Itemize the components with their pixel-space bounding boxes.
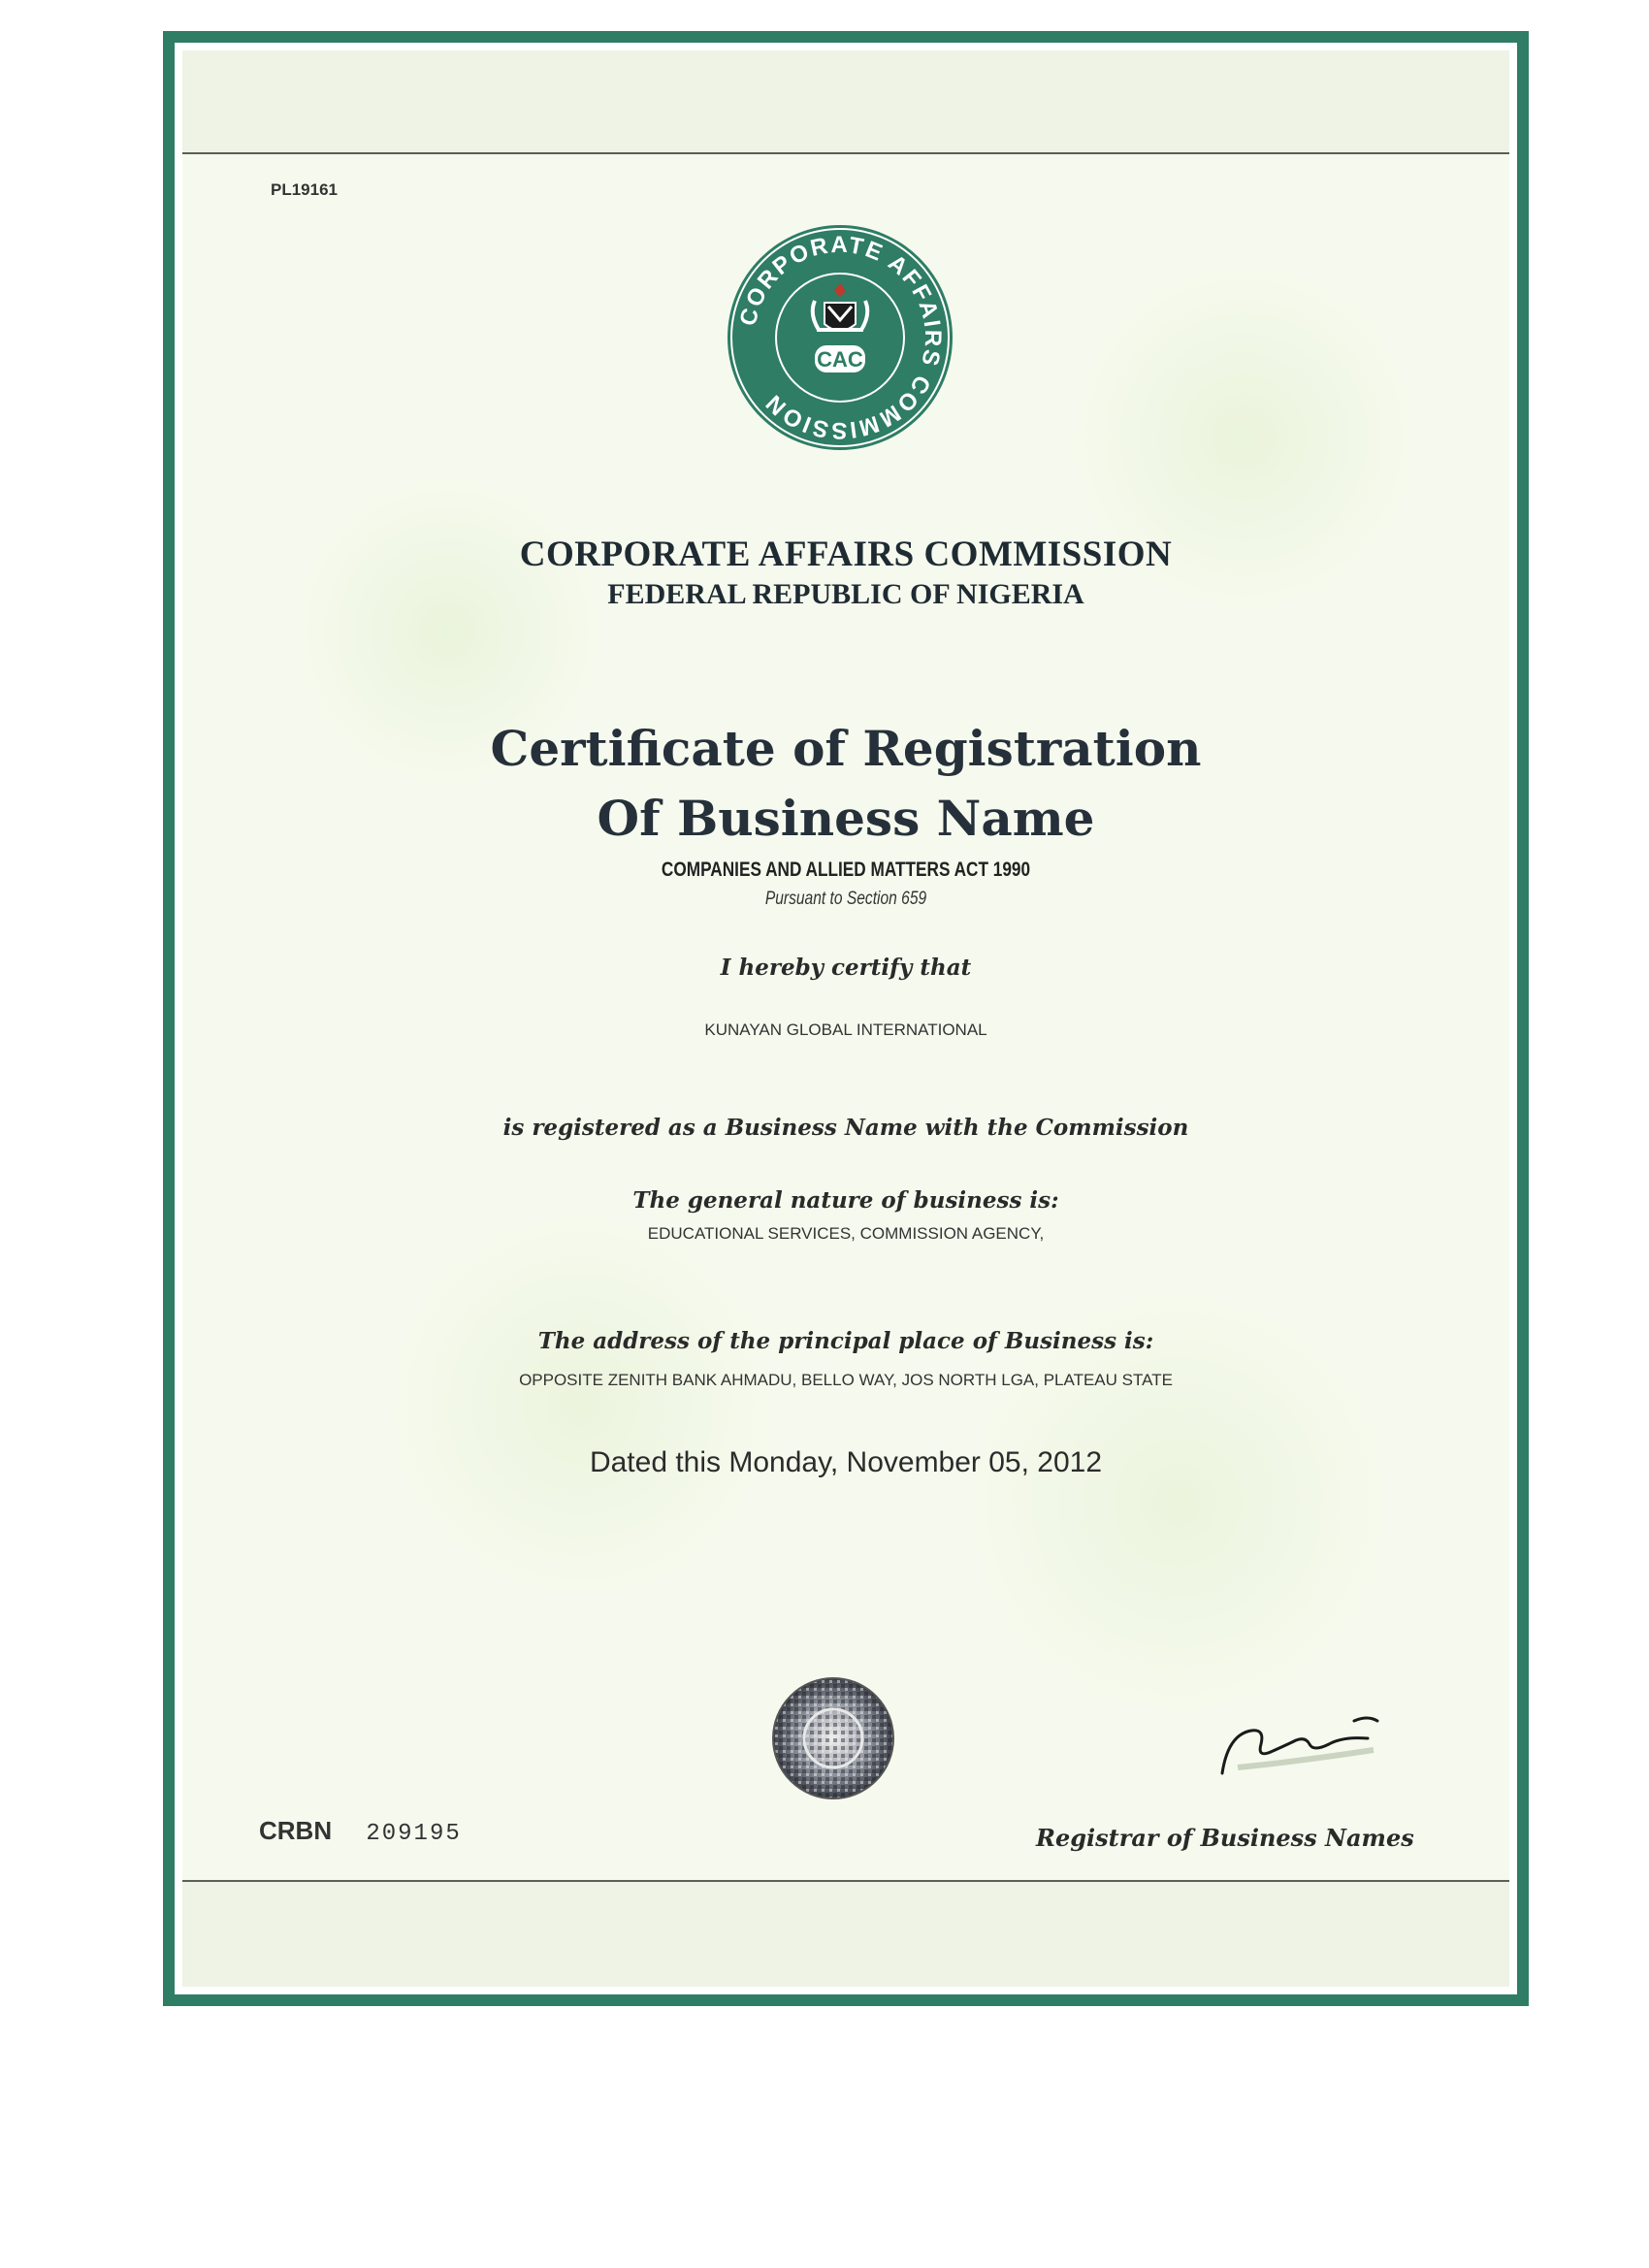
certificate-inner-border <box>175 43 1517 1994</box>
act-reference: COMPANIES AND ALLIED MATTERS ACT 1990 <box>661 859 1031 881</box>
certificate-paper <box>182 50 1509 1987</box>
certify-statement: I hereby certify that <box>720 955 972 981</box>
registrar-signature <box>1209 1709 1403 1787</box>
issuer-name: CORPORATE AFFAIRS COMMISSION <box>519 535 1173 574</box>
certificate-title: Certificate of Registration <box>490 720 1202 777</box>
cac-seal-icon <box>724 221 956 454</box>
bottom-band <box>182 1880 1509 1987</box>
top-band <box>182 50 1509 154</box>
document-id: PL19161 <box>271 180 338 199</box>
business-nature-label: The general nature of business is: <box>632 1187 1059 1214</box>
registered-statement: is registered as a Business Name with the Commission <box>502 1115 1189 1141</box>
business-nature-value: EDUCATIONAL SERVICES, COMMISSION AGENCY, <box>647 1224 1045 1243</box>
hologram-seal-icon <box>771 1676 895 1800</box>
crbn-label: CRBN <box>259 1816 333 1845</box>
issue-date: Dated this Monday, November 05, 2012 <box>589 1446 1103 1478</box>
crbn-number: 209195 <box>366 1821 462 1847</box>
crbn-field <box>259 1816 462 1847</box>
issuer-country: FEDERAL REPUBLIC OF NIGERIA <box>607 578 1084 610</box>
seal-ring-text: CORPORATE AFFAIRS COMMISSION <box>734 231 947 444</box>
section-reference: Pursuant to Section 659 <box>764 889 927 909</box>
certificate-subtitle: Of Business Name <box>597 790 1095 847</box>
seal-abbrev: CAC <box>817 347 863 372</box>
registrar-title: Registrar of Business Names <box>1036 1824 1414 1852</box>
business-address-value: OPPOSITE ZENITH BANK AHMADU, BELLO WAY, JOS NORTH LGA, PLATEAU STATE <box>519 1371 1173 1389</box>
business-address-label: The address of the principal place of Business is: <box>537 1328 1154 1354</box>
business-name: KUNAYAN GLOBAL INTERNATIONAL <box>704 1021 987 1039</box>
certificate-frame <box>163 31 1529 2006</box>
